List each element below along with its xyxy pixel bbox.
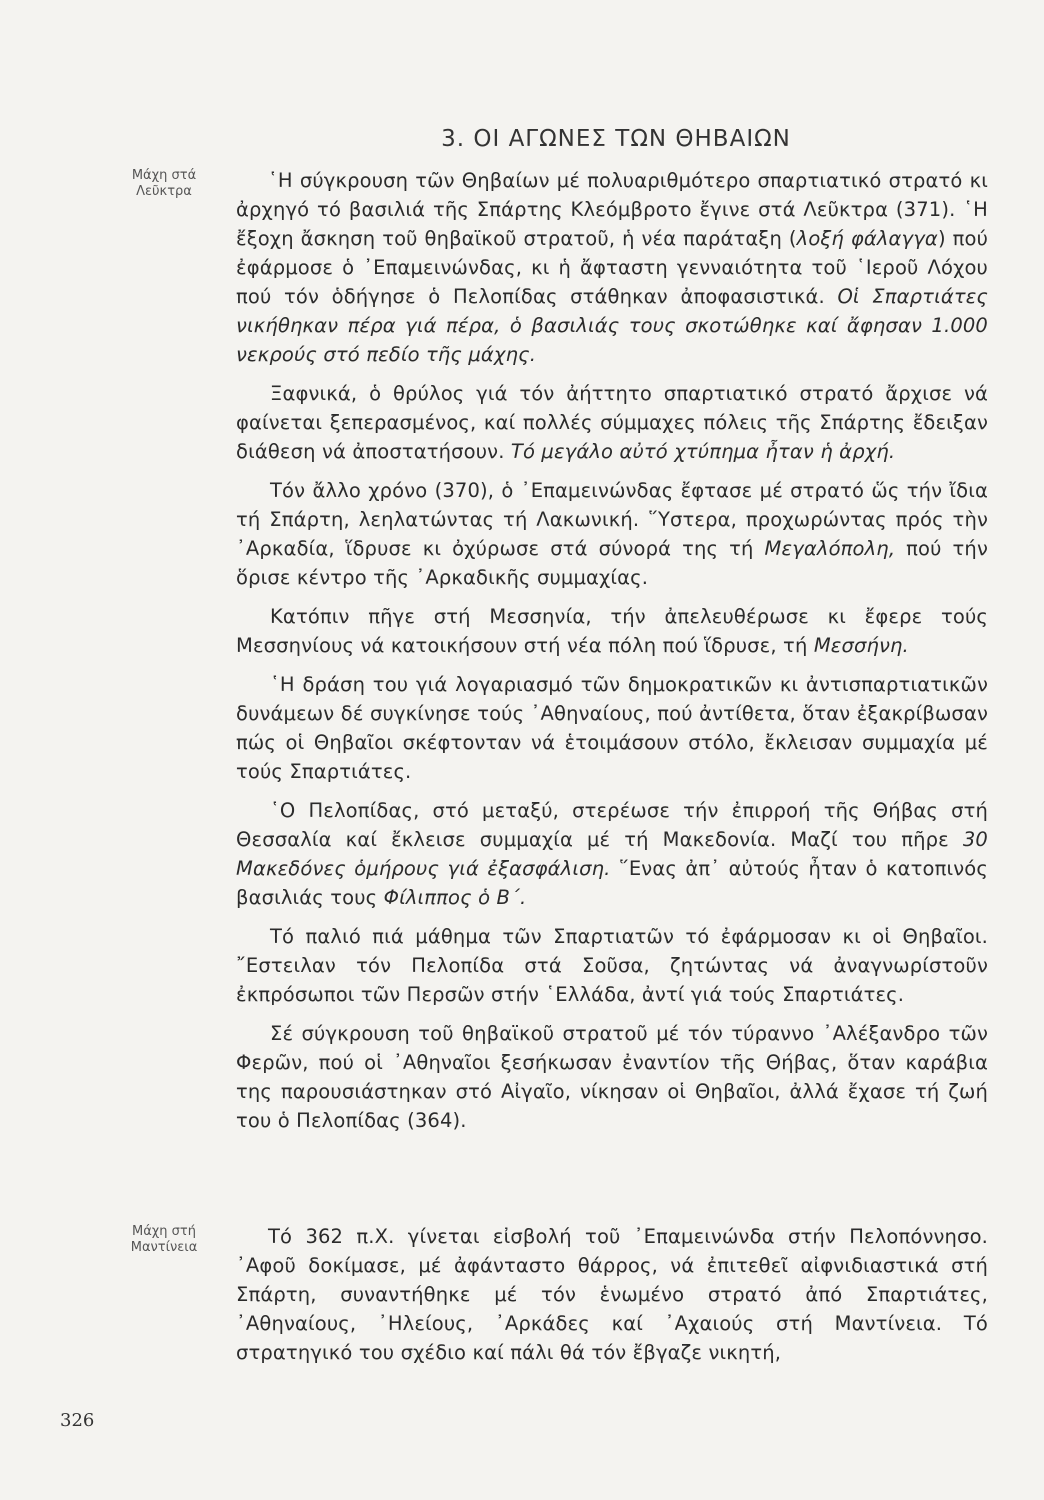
text-run: ) πού ἐφάρμοσε ὁ ᾿Επαμεινώνδας, κι ἡ ἄφταστη γενναιότητα τοῦ ῾Ιεροῦ Λόχου πού τόν ὁδήγησε ὁ Πελοπίδας στάθηκαν ἀποφασιστικά. [236,227,988,308]
body-text [236,166,988,1145]
text-run: Σέ σύγκρουση τοῦ θηβαϊκοῦ στρατοῦ μέ τόν τύραννο ᾿Αλέξανδρο τῶν Φερῶν, πού οἱ ᾿Αθηναῖοι ξεσήκωσαν ἐναντίον τῆς Θήβας, ὅταν καράβια της παρουσιάστηκαν στό Αἰγαῖο, νίκησαν οἱ Θηβαῖοι, ἀλλά ἔχασε τή ζωή του ὁ Πελοπίδας (364). [236,1022,988,1132]
paragraph-pelopidas-thessaly [236,796,988,912]
paragraph-myth [236,379,988,466]
text-run: ῾Ο Πελοπίδας, στό μεταξύ, στερέωσε τήν ἐπιρροή τῆς Θήβας στή Θεσσαλία καί ἔκλεισε συμμαχία μέ τή Μακεδονία. Μαζί του πῆρε [236,799,988,851]
text-run: Τό 362 π.Χ. γίνεται εἰσβολή τοῦ ᾿Επαμεινώνδα στήν Πελοπόννησο. ᾿Αφοῦ δοκίμασε, μέ ἀφάνταστο θάρρος, νά ἐπιτεθεῖ αἰφνιδιαστικά στή Σπάρτη, συναντήθηκε μέ τόν ἑνωμένο στρατό ἀπό Σπαρτιάτες, ᾿Αθηναίους, ᾿Ηλείους, ᾿Αρκάδες καί ᾿Αχαιούς στή Μαντίνεια. Τό στρατηγικό του σχέδιο καί πάλι θά τόν ἔβγαζε νικητή, [236,1225,988,1364]
text-run: Τόν ἄλλο χρόνο (370), ὁ ᾿Επαμεινώνδας ἔφτασε μέ στρατό ὥς τήν ἴδια τή Σπάρτη, λεηλατώντας τή Λακωνική. ῞Υστερα, προχωρώντας πρός τὴν ᾿Αρκαδία, ἵδρυσε κι ὀχύρωσε στά σύνορά της τή [236,479,988,560]
margin-note-line: Λεῦκτρα [136,184,192,199]
paragraph-pherae [236,1019,988,1135]
italic-run: λοξή φάλαγγα [796,227,938,250]
paragraph-mantineia [236,1222,988,1367]
text-run: πού τήν ὅρισε κέντρο τῆς ᾿Αρκαδικῆς συμμαχίας. [236,537,988,589]
text-run: ῞Ενας ἀπ᾿ αὐτούς ἦταν ὁ κατοπινός βασιλιάς τους [236,857,988,909]
text-run: Ξαφνικά, ὁ θρύλος γιά τόν ἀήττητο σπαρτιατικό στρατό ἄρχισε νά φαίνεται ξεπερασμένος, καί πολλές σύμμαχες πόλεις τῆς Σπάρτης ἔδειξαν διάθεση νά ἀποστατήσουν. [236,382,988,463]
margin-note-line: Μάχη στή [132,1224,196,1239]
margin-note-leuktra [108,168,220,200]
text-run: ῾Η σύγκρουση τῶν Θηβαίων μέ πολυαριθμότερο σπαρτιατικό στρατό κι ἀρχηγό τό βασιλιά τῆς Σπάρτης Κλεόμβροτο ἔγινε στά Λεῦκτρα (371). ῾Η ἔξοχη ἄσκηση τοῦ θηβαϊκοῦ στρατοῦ, ἡ νέα παράταξη ( [236,169,988,250]
page-number: 326 [60,1410,95,1431]
italic-run: Οἱ Σπαρτιάτες νικήθηκαν πέρα γιά πέρα, ὁ βασιλιάς τους σκοτώθηκε καί ἄφησαν 1.000 νεκρούς στό πεδίο τῆς μάχης. [236,285,988,366]
text-run: ῾Η δράση του γιά λογαριασμό τῶν δημοκρατικῶν κι ἀντισπαρτιατικῶν δυνάμεων δέ συγκίνησε τούς ᾿Αθηναίους, πού ἀντίθετα, ὅταν ἐξακρίβωσαν πώς οἱ Θηβαῖοι σκέφτονταν νά ἑτοιμάσουν στόλο, ἔκλεισαν συμμαχία μέ τούς Σπαρτιάτες. [236,673,988,783]
italic-run: Μεσσήνη. [813,634,909,657]
body-text-mantineia [236,1222,988,1377]
italic-run: Φίλιππος ὁ Β΄. [383,886,527,909]
italic-run: Τό μεγάλο αὐτό χτύπημα ἦταν ἡ ἀρχή. [510,440,896,463]
paragraph-athenians [236,670,988,786]
italic-run: Μεγαλόπολη, [764,537,896,560]
paragraph-megalopolis [236,476,988,592]
margin-note-mantineia [108,1224,220,1256]
chapter-heading: 3. ΟΙ ΑΓΩΝΕΣ ΤΩΝ ΘΗΒΑΙΩΝ [441,126,791,152]
paragraph-susa [236,922,988,1009]
paragraph-messene [236,602,988,660]
text-run: Τό παλιό πιά μάθημα τῶν Σπαρτιατῶν τό ἐφάρμοσαν κι οἱ Θηβαῖοι. ῎Εστειλαν τόν Πελοπίδα στά Σοῦσα, ζητώντας νά ἀναγνωρίστοῦν ἐκπρόσωποι τῶν Περσῶν στήν ῾Ελλάδα, ἀντί γιά τούς Σπαρτιάτες. [236,925,988,1006]
paragraph-leuktra-battle [236,166,988,369]
margin-note-line: Μάχη στά [131,168,197,183]
italic-run: 30 Μακεδόνες ὁμήρους γιά ἐξασφάλιση. [236,828,988,880]
margin-note-line: Μαντίνεια [130,1240,198,1255]
text-run: Κατόπιν πῆγε στή Μεσσηνία, τήν ἀπελευθέρωσε κι ἔφερε τούς Μεσσηνίους νά κατοικήσουν στή νέα πόλη πού ἵδρυσε, τή [236,605,988,657]
